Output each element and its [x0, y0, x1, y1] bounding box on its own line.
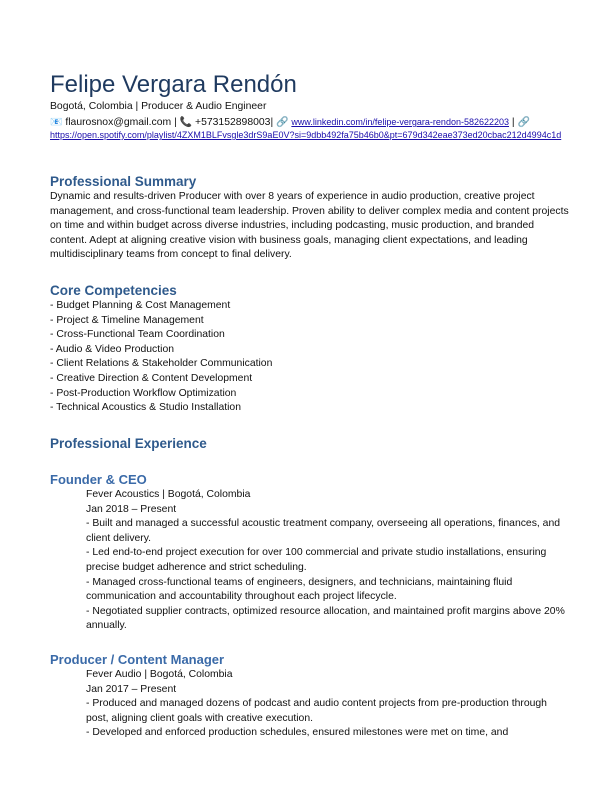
job-entry — [50, 652, 572, 741]
list-item: - Project & Timeline Management — [50, 314, 204, 326]
linkedin-link[interactable]: www.linkedin.com/in/felipe-vergara-rendon-582622203 — [291, 117, 510, 127]
bullet: - Managed cross-functional teams of engineers, designers, and technicians, maintaining fluid communication and accountability throughout each project lifecycle. — [86, 576, 513, 603]
dates: Jan 2018 – Present — [86, 503, 177, 515]
link-icon: 🔗 — [276, 117, 289, 128]
separator: | — [174, 117, 177, 128]
separator: | — [270, 117, 274, 128]
bullet: - Negotiated supplier contracts, optimized resource allocation, and maintained profit margins above 20% annually. — [86, 605, 565, 632]
section-heading: Professional Experience — [50, 436, 207, 451]
phone[interactable]: +573152898003 — [195, 117, 271, 128]
section-heading: Professional Summary — [50, 174, 197, 189]
summary-text: Dynamic and results-driven Producer with over 8 years of experience in audio production, creative project management, and cross-functional team leadership. Proven ability to deliver complex media and content projects on time and within budget across diverse industries, including podcasting, music production, and branded content. Adept at aligning creative vision with business goals, managing client expectations, and leading multidisciplinary teams from concept to final delivery. — [50, 191, 569, 261]
experience-section — [50, 436, 572, 452]
bullet: - Developed and enforced production schedules, ensured milestones were met on time, and — [86, 727, 509, 739]
email-icon: 📧 — [50, 117, 63, 128]
link-icon: 🔗 — [517, 117, 530, 128]
list-item: - Budget Planning & Cost Management — [50, 300, 231, 311]
candidate-name: Felipe Vergara Rendón — [50, 71, 297, 98]
spotify-line — [50, 129, 572, 142]
competencies-section — [50, 283, 572, 416]
dates: Jan 2017 – Present — [86, 683, 177, 695]
subtitle: Bogotá, Colombia | Producer & Audio Engineer — [50, 101, 267, 112]
email[interactable]: flaurosnox@gmail.com — [65, 117, 172, 128]
list-item: - Client Relations & Stakeholder Communication — [50, 358, 273, 370]
section-heading: Core Competencies — [50, 283, 177, 298]
company: Fever Acoustics | Bogotá, Colombia — [86, 489, 251, 500]
summary-section — [50, 174, 572, 263]
company: Fever Audio | Bogotá, Colombia — [86, 669, 233, 680]
job-entry — [50, 472, 572, 634]
job-title: Producer / Content Manager — [50, 652, 225, 667]
separator: | — [511, 117, 515, 128]
bullet: - Built and managed a successful acoustic treatment company, overseeing all operations, finances, and client delivery. — [86, 518, 561, 544]
list-item: - Cross-Functional Team Coordination — [50, 329, 225, 341]
list-item: - Technical Acoustics & Studio Installation — [50, 402, 241, 414]
list-item: - Creative Direction & Content Development — [50, 372, 253, 384]
bullet: - Produced and managed dozens of podcast and audio content projects from pre-production through post, aligning client goals with creative execution. — [86, 698, 547, 724]
list-item: - Post-Production Workflow Optimization — [50, 387, 237, 399]
list-item: - Audio & Video Production — [50, 343, 175, 355]
contact-line — [50, 115, 572, 130]
spotify-link[interactable]: https://open.spotify.com/playlist/4ZXM1BLFvsgle3drS9aE0V?si=9dbb492fa75b46b0&pt=679d342eae373ed20cbac212d4994c1d — [50, 130, 562, 140]
bullet: - Led end-to-end project execution for over 100 commercial and private studio installations, ensuring precise budget adherence and strict scheduling. — [86, 547, 547, 573]
phone-icon: 📞 — [179, 117, 193, 128]
job-title: Founder & CEO — [50, 472, 147, 487]
